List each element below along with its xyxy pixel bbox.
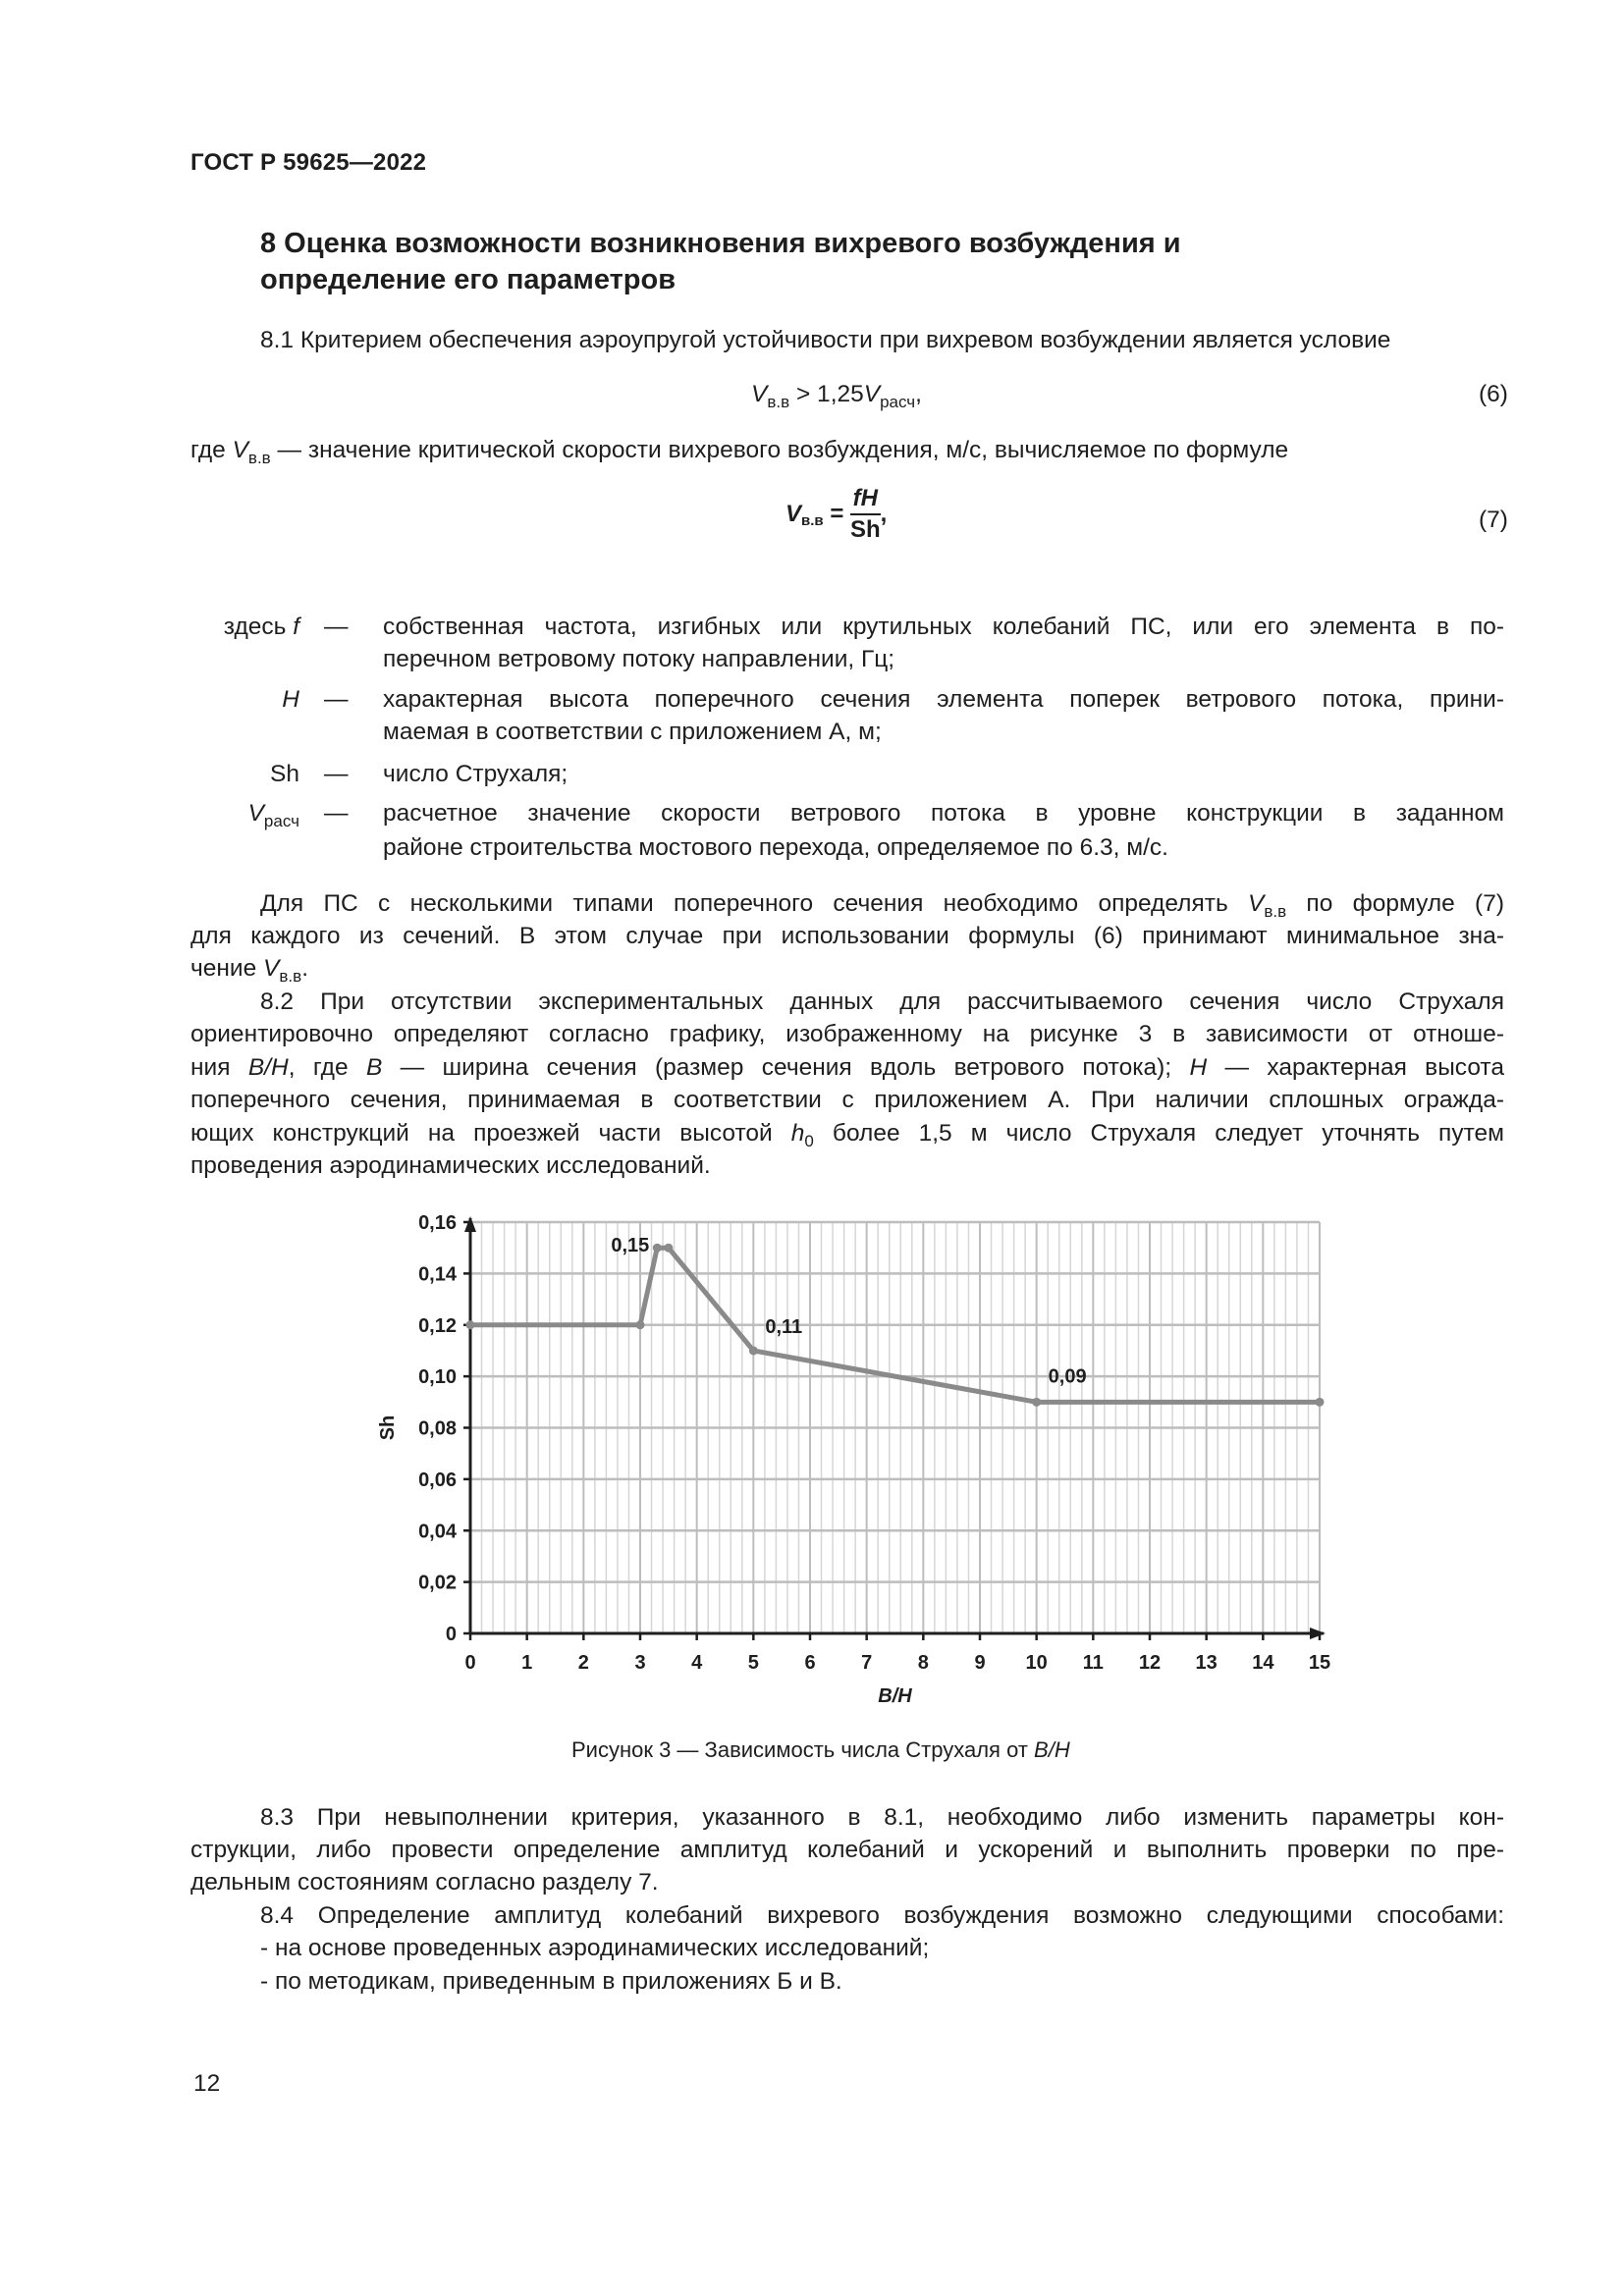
- definition-dash: —: [324, 761, 349, 787]
- where-sub: в.в: [247, 449, 271, 467]
- page-number: 12: [193, 2070, 221, 2097]
- y-tick-label: 0,16: [418, 1212, 457, 1234]
- definition-term-sh: [187, 758, 299, 790]
- sub: 0: [804, 1132, 814, 1150]
- x-tick-label: 14: [1252, 1652, 1274, 1674]
- var: B: [365, 1054, 383, 1081]
- term-prefix: здесь: [223, 614, 294, 640]
- y-axis-arrow-icon: [464, 1216, 476, 1232]
- sub: в.в: [1264, 902, 1287, 921]
- paragraph-8-2-line-5: [190, 1117, 1504, 1149]
- paragraph-8-3-line-1: 8.3 При невыполнении критерия, указанного в 8.1, необходимо либо изменить параметры кон-: [260, 1804, 1504, 1831]
- data-point: [1316, 1398, 1325, 1407]
- text: — ширина сечения (размер сечения вдоль ветрового потока);: [382, 1054, 1190, 1081]
- caption-text: Рисунок 3 — Зависимость числа Струхаля от: [571, 1737, 1035, 1762]
- definition-desc-line: число Струхаля;: [383, 761, 568, 787]
- definition-term-h: [187, 683, 299, 716]
- definition-desc-line: районе строительства мостового перехода, определяемое по 6.3, м/с.: [383, 834, 1168, 861]
- paragraph-8-3-line-3: дельным состояниям согласно разделу 7.: [190, 1869, 659, 1896]
- y-tick-label: 0: [445, 1624, 457, 1645]
- var: H: [1189, 1054, 1208, 1081]
- definition-dash: —: [324, 614, 349, 640]
- caption-var: B/H: [1034, 1737, 1070, 1762]
- equation-7: [785, 485, 887, 544]
- sub: в.в: [279, 967, 302, 986]
- definition-desc-line: расчетное значение скорости ветрового потока в уровне конструкции в заданном: [383, 800, 1504, 827]
- term-symbol: Sh: [270, 761, 299, 787]
- text: по формуле (7): [1286, 890, 1505, 917]
- text: чение: [190, 955, 264, 982]
- eq7-operator: =: [830, 501, 844, 527]
- paragraph-multi-line-2: для каждого из сечений. В этом случае при использовании формулы (6) принимают минимальное зна-: [190, 923, 1504, 949]
- eq6-rhs-sub: расч: [880, 393, 916, 411]
- eq6-rhs-var: V: [863, 381, 881, 407]
- data-label: 0,09: [1048, 1365, 1087, 1388]
- paragraph-8-2-line-3: [190, 1051, 1504, 1084]
- definition-desc-line: собственная частота, изгибных или крутильных колебаний ПС, или его элемента в по-: [383, 614, 1504, 640]
- text: более 1,5 м число Струхаля следует уточнять путем: [813, 1120, 1504, 1147]
- text: , где: [288, 1054, 366, 1081]
- eq7-tail: ,: [880, 501, 888, 527]
- data-point: [636, 1320, 645, 1329]
- x-axis-label: B/H: [878, 1685, 912, 1707]
- x-tick-label: 8: [917, 1652, 929, 1674]
- eq6-lhs-var: V: [751, 381, 768, 407]
- eq6-lhs-sub: в.в: [767, 393, 790, 411]
- text: ющих конструкций на проезжей части высотой: [190, 1120, 791, 1147]
- y-tick-label: 0,08: [418, 1417, 457, 1440]
- where-line: [190, 434, 1288, 466]
- var: V: [263, 955, 280, 982]
- y-tick-label: 0,06: [418, 1468, 457, 1491]
- data-label: 0,15: [611, 1235, 650, 1257]
- eq7-fraction: [850, 485, 881, 544]
- data-point: [653, 1244, 662, 1253]
- y-tick-label: 0,14: [418, 1263, 457, 1286]
- paragraph-8-4-line-1: 8.4 Определение амплитуд колебаний вихревого возбуждения возможно следующими способами:: [260, 1902, 1504, 1929]
- data-point: [664, 1244, 673, 1253]
- x-tick-label: 12: [1138, 1652, 1162, 1674]
- definition-desc-line: маемая в соответствии с приложением А, м;: [383, 719, 882, 745]
- eq7-lhs-sub: в.в: [801, 512, 824, 529]
- figure-caption: [571, 1737, 1070, 1763]
- paragraph-8-3-line-2: струкции, либо провести определение амплитуд колебаний и ускорений и выполнить проверки по пре-: [190, 1837, 1504, 1863]
- equation-6: [751, 378, 922, 410]
- var: V: [1248, 890, 1265, 917]
- paragraph-8-1: 8.1 Критерием обеспечения аэроупругой устойчивости при вихревом возбуждении является условие: [260, 327, 1391, 353]
- text: Для ПС с несколькими типами поперечного сечения необходимо определять: [260, 890, 1248, 917]
- strouhal-chart: [353, 1202, 1345, 1733]
- equation-6-number: (6): [1479, 381, 1508, 407]
- text: — характерная высота: [1207, 1054, 1504, 1081]
- document-id: ГОСТ Р 59625—2022: [190, 149, 427, 176]
- term-symbol: f: [293, 614, 299, 640]
- equation-7-number: (7): [1479, 507, 1508, 533]
- eq6-tail: ,: [915, 381, 922, 407]
- eq7-lhs-var: V: [785, 501, 802, 527]
- y-tick-label: 0,10: [418, 1366, 457, 1389]
- var: h: [790, 1120, 805, 1147]
- definition-term-f: [187, 611, 299, 643]
- paragraph-8-2-line-6: проведения аэродинамических исследований.: [190, 1152, 711, 1179]
- data-point: [466, 1320, 475, 1329]
- term-sub: расч: [263, 812, 299, 830]
- definition-term-v-rasch: [187, 797, 299, 829]
- paragraph-8-2-line-1: 8.2 При отсутствии экспериментальных данных для рассчитываемого сечения число Струхаля: [260, 988, 1504, 1015]
- definition-desc-line: характерная высота поперечного сечения элемента поперек ветрового потока, прини-: [383, 686, 1504, 713]
- data-label: 0,11: [765, 1315, 803, 1338]
- text: .: [301, 955, 308, 982]
- x-tick-label: 2: [577, 1652, 589, 1674]
- eq7-denominator: Sh: [850, 516, 881, 543]
- x-tick-label: 9: [974, 1652, 986, 1674]
- term-symbol: H: [282, 686, 299, 713]
- where-var: V: [232, 437, 248, 463]
- eq7-numerator: fH: [850, 485, 881, 515]
- x-tick-label: 0: [464, 1652, 476, 1674]
- paragraph-8-2-line-4: поперечного сечения, принимаемая в соответствии с приложением А. При наличии сплошных огражда-: [190, 1087, 1504, 1113]
- y-axis-label: Sh: [377, 1415, 399, 1441]
- definition-desc-line: перечном ветровому потоку направлении, Гц;: [383, 646, 895, 672]
- definition-dash: —: [324, 686, 349, 713]
- data-point: [749, 1346, 758, 1355]
- y-tick-label: 0,12: [418, 1314, 457, 1337]
- section-title-line-2: определение его параметров: [260, 264, 677, 295]
- var: B/H: [247, 1054, 289, 1081]
- x-tick-label: 4: [691, 1652, 703, 1674]
- x-tick-label: 13: [1195, 1652, 1218, 1674]
- text: ния: [190, 1054, 248, 1081]
- data-point: [1032, 1398, 1041, 1407]
- list-item: - на основе проведенных аэродинамических исследований;: [260, 1935, 930, 1961]
- x-axis-arrow-icon: [1310, 1628, 1326, 1639]
- section-title-line-1: 8 Оценка возможности возникновения вихревого возбуждения и: [260, 228, 1181, 259]
- paragraph-8-2-line-2: ориентировочно определяют согласно графику, изображенному на рисунке 3 в зависимости от отноше-: [190, 1021, 1504, 1047]
- x-tick-label: 3: [634, 1652, 646, 1674]
- x-tick-label: 1: [521, 1652, 533, 1674]
- term-symbol: V: [247, 800, 264, 827]
- y-tick-label: 0,02: [418, 1572, 457, 1594]
- x-tick-label: 15: [1308, 1652, 1331, 1674]
- y-tick-label: 0,04: [418, 1521, 457, 1543]
- definition-dash: —: [324, 800, 349, 827]
- where-text: — значение критической скорости вихревого возбуждения, м/с, вычисляемое по формуле: [270, 437, 1289, 463]
- list-item: - по методикам, приведенным в приложениях Б и В.: [260, 1968, 842, 1995]
- where-prefix: где: [190, 437, 233, 463]
- x-tick-label: 7: [861, 1652, 873, 1674]
- paragraph-multi-line-1: [260, 887, 1504, 920]
- eq6-operator: > 1,25: [789, 381, 864, 407]
- x-tick-label: 6: [804, 1652, 816, 1674]
- paragraph-multi-line-3: [190, 952, 308, 985]
- x-tick-label: 10: [1025, 1652, 1048, 1674]
- x-tick-label: 11: [1082, 1652, 1104, 1674]
- x-tick-label: 5: [747, 1652, 759, 1674]
